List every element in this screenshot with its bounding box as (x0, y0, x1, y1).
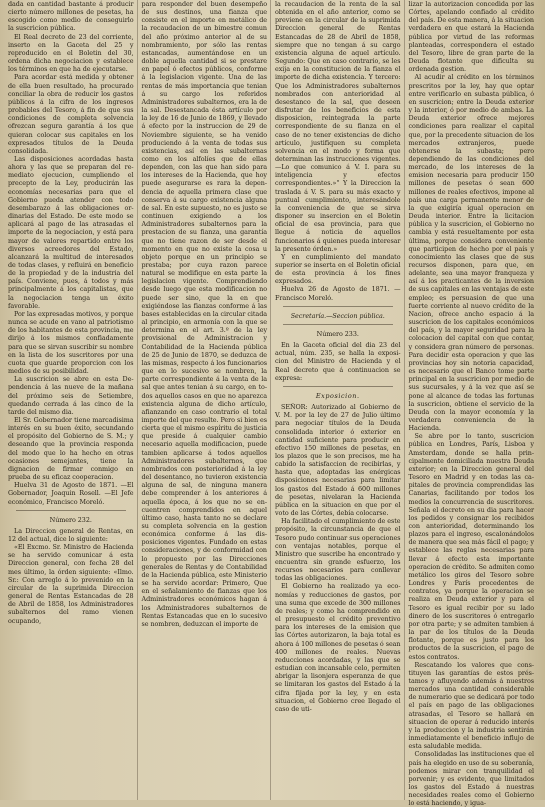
paragraph: En la Gaceta oficial del dia 23 del actual, núm. 235, se halla la exposicion del Ministro de Hacienda y el Real decreto que á continuacion se expresa: (275, 341, 401, 382)
paragraph: La Direccion general de Rentas, en 12 del actual, dice lo siguiente: (8, 526, 134, 543)
column-4 (408, 0, 538, 807)
paragraph: Para acordar está medida y obtener de ella buen resultado, ha procurado conciliar la obra de reducir los gastos públicos á la cifra de los ingresos probables del Tesoro, á fin de que sus condiciones de completa solvencia ofrezcan segura garantía á los que quieran colocar sus capitales en los expresados títulos de la Deuda consolidada. (8, 73, 134, 155)
paragraph: Por las expresadas motivos, y porque nunca se acude en vano al patriotismo de los habitantes de esta provincia, me dirijo á los mismos confiadamente para que se sirvan suscribir su nombre en la lista de los suscritores por una cuota que guarde proporcion con los medios de su posibilidad. (8, 309, 134, 376)
section-divider (283, 386, 393, 387)
paragraph: Rescatando los valores que constituyen las garantías de estos préstamos y afluyendo además á nuestros mercados una cantidad considerable de numerario que se dedicará por todo el país en pago de las obligaciones atrasadas, el Tesoro se hallará en situacion de operar á reducido interés y la produccion y la industria sentirán inmediatamente el beneficio influjo de esta saludable medida. (408, 660, 534, 751)
paragraph: «El Excmo. Sr. Ministro de Hacienda se ha servido comunicar á esta Direccion general, con fecha 28 del mes último, la órden siguiente: «Ilmo. Sr.: Con arreglo á lo prevenido en la circular de la suprimida Direccion general de Rentas Estancadas de 28 de Abril de 1858, los Administradores subalternos del ramo vienen ocupando, (8, 543, 134, 625)
section-heading: Número 232. (49, 515, 92, 524)
column-2 (142, 0, 272, 800)
section-divider (16, 510, 126, 511)
paragraph: El Gobierno ha realizado ya economías y reducciones de gastos, por una suma que excede de 300 millones de reales; y como ha comprendido en el presupuesto el crédito preventivo para los intereses de la emision que las Córtes autorizaron, la baja total es ahora á 100 millones de pesetas ó sean 400 millones de reales. Nuevas reducciones acordadas, y las que se estudian con incansable celo, permiten abrigar la lisonjera esperanza de que se limitaran los gastos del Estado á la cifra fijada por la ley, y en esta situacion, el Gobierno cree llegado el caso de uti- (275, 582, 401, 713)
paragraph: Se abre por lo tanto, suscricion pública en Londres, París, Lisboa y Amsterdam, donde se halla principalmente domiciliada nuestra Deuda exterior; en la Direccion general del Tesoro en Madrid y en todas las capitales de provincia comprendidas las Canarias, facilitando por todos los medios la concurrencia de suscritores. Señala el decreto en su dia para hacer los pedidos y consignar los recibidos con anterioridad, determinando los plazos para el ingreso, escalonándolos de manera que sea más fácil el pago; y establece las reglas necesarias para llevar á efecto esta importante operacion de crédito. Se admiten como metálico los giros del Tesoro sobre Londres y París procedentes de contratos, ya porque la operacion se realiza en Deuda exterior y para el Tesoro es igual recibir por su lado dinero de los suscritores ó entregarlo por otra parte; y se admiten tambien á la par de los títulos de la Deuda flotante, porque es justo para los productos de la suscricion, el pago de estos contratos. (408, 432, 534, 661)
paragraph: El Real decreto de 23 del corriente, inserto en la Gaceta del 25 y reproducido en el Boletin del 30, ordena dicha negociacion y establece los términos en que ha de ejecutarse. (8, 32, 134, 74)
column-3 (275, 0, 405, 800)
paragraph: Y en cumplimiento del mandato superior se inserta en el Boletin oficial de esta provincia á los fines expresados. (275, 252, 401, 286)
text-columns (8, 0, 537, 807)
paragraph: lizar la autorizacion concedida por las Córtes, apelando confiado al crédito del país. De esta manera, á la situacion verdadera en que estará la Hacienda pública por virtud de las reformas planteadas, correspondera el estado del Tesoro, libre de gran parte de la Deuda flotante que dificulta su ordenada gestion. (408, 0, 534, 74)
section-divider (283, 324, 393, 325)
column-1 (8, 0, 138, 800)
paragraph: Ha facilitado el cumplimiento de este propósito, la circunstancia de que el Tesoro pudo continuar sus operaciones con ventajas notables, porque el Ministro que suscribe ha encontrado y encuentra sin grande esfuerzo, los recursos necesarios para conllevar todas las obligaciones. (275, 517, 401, 583)
paragraph: Consolidadas las instituciones que el país ha elegido en uso de su soberanía, podemos mirar con tranquilidad el porvenir; y es evidente, que limitados los gastos del Estado á nuestras necesidades reales como el Gobierno lo está haciendo, y igua- (408, 750, 534, 807)
section-heading: Número 233. (316, 329, 359, 338)
paragraph: dada en cantidad bastante á producir cierto número millones de pesetas, ha escogido como medio de conseguirlo la suscricion pública. (8, 0, 134, 33)
paragraph: Huelva 31 de Agosto de 1871. —El Gobernador, Joaquin Rosell. —El Jefe económico, Francisco Moreló. (8, 481, 134, 506)
paragraph: Las disposiciones acordadas hasta ahora y las que se preparan del remediato ejecucion, cumpliendo el precepto de la Ley, producirán las economías necesarias para que el Gobierno pueda atender con todo desembarazo á las obligaciones ordinarias del Estado. De este modo se aplicará al pago de las atrasadas el importe de la negociacion, y está para mayor de valores repartido entre los diversos acreedores del Estado, alcanzará la multitud de interesados de todas clases, y refluirá en beneficio de la propiedad y de la industria del país. Conviene, pues, á todos y más principalmente á los capitalistas, que la negociacion tenga un éxito favorable. (8, 154, 134, 310)
paragraph: SEÑOR: Autorizado al Gobierno de V. M. por la ley de 27 de Julio último para negociar títulos de la Deuda consolidada interior ó exterior en cantidad suficiente para producir en efectivo 150 millones de pesetas, en los plazos que le son precisos, me ha cabido la satisfaccion de recibirlas, y hasta que, adoptadas las enérgicas disposiciones necesarias para limitar los gastos del Estado á 600 millones de pesetas, nivelaran la Hacienda pública en la situacion en que por el voto de las Córtes, debía colocarse. (275, 403, 401, 518)
paragraph: La suscricion se abre en esta Dependencia á las nueve de la mañana del próximo seis de Setiembre, quedando cerrada á las cinco de la tarde del mismo dia. (8, 375, 134, 416)
paragraph: la recaudacion de la renta de la sal obtenida en el año anterior, como se previene en la circular de la suprimida Direccion general de Rentas Estancadas de 28 de Abril de 1858, siempre que no tengan á su cargo existencia alguna de aquel artículo. Segundo: Que en caso contrario, se les exija en la constitucion de la fianza el importe de dicha existencia. Y tercero: Que los Administradores subalternos nombrados con anterioridad al desestanco de la sal, que deseen disfrutar de los beneficios de esta disposicion, reintegrada la parte correspondiente de su fianza en el caso de no tener existencias de dicho artículo, justifiquen su completa solvencia en el modo y forma que determinan las instrucciones vigentes. —Lo que comunico á V. I. para su inteligencia y efectos correspondientes.»" Y la Direccion la traslada á V. S. para su más exacto y puntual cumplimiento, interesándole la conveniencia de que se sirva disponer su insercion en el Boletin oficial de esa provincia, para que llegue á noticia de aquellos funcionarios á quienes pueda interesar la presente órden.» (275, 0, 401, 253)
paragraph: Huelva 26 de Agosto de 1871. —Francisco Moreló. (275, 285, 401, 302)
paragraph: Al acudir al crédito en los términos prescritos por la ley, hay que optar entre verificarlo en subasta pública, ó en suscricion; entre la Deuda exterior y la interior, ó por medio de ambas. La Deuda exterior ofrece mejores condiciones para realizar el capital que, por la precedente situacion de los mercados extranjeros, puede obtenerse la subasta; pero dependiendo de las condiciones del mercado, de los intereses de la emision necesaria para producir 150 millones de pesetas ó sean 600 millones de reales efectivos, impone al país una carga permanente menor de la que exigiría igual operacion en Deuda interior. Entre la licitacion pública y la suscricion, el Gobierno no cambia y está resueltamente por esta última, porque considera conveniente que participen de hecho por el país y conocimiento las clases que de sus recursos disponen, para que, en adelante, sea una mayor franqueza y así á los practicantes de la inversion de sus capitales en las ventajas de este empleo; es persuasion de que una fuerte corriente al nuevo crédito de la Nacion, ofrece ancho espacio á la suscricion de los capitales económicos del país, y la mayor seguridad para la colocacion del capital con que contar, y considera gran número de personas. Para decidir esta operacion y que las provincias hoy sin notoria capacidad, es necesario que el Banco tome parte principal en la suscricion por medio de sus sucursales, y á la vez que así se pone al alcance de todas las fortunas la suscricion, obtiene el servicio de la Deuda con la mayor economía y la verdadera conveniencia de la Hacienda. (408, 73, 534, 433)
paragraph: para responder del buen desempeño de sus destinos, una fianza que consiste en el importe en metálico de la recaudacion de un bimestre comun del año próximo anterior al de su nombramiento, por sólo las rentas estancadas, aumentándose en un doble aquella cantidad si se prestare en papel ó efectos públicos, conforme á la legislacion vigente. Una de las rentas de más importancia que tenian á su cargo los referidos Administradores subalternos, era la de la sal. Desestancada ésta artículo por la ley de 16 de Junio de 1869, y llevado á efecto por la instruccion de 29 de Noviembre siguiente, se ha venido produciendo á la venta de todas sus existencias, así en las subalternas como en los alfolíes que de ellas dependen, con las que han sido para los intereses de la Hacienda, que hoy puede asegurarse es rara la dependencia de aquella primera clase que conserva á su cargo existencia alguna de sal. En este supuesto, no es justo se continuen exigiendo a los Administradores subalternos para la prestacion de su fianza, una garantía que no tiene razon de ser desde el momento en que no existe la cosa u objeto porque en un principio se prestaba; por cuya razon parece natural se modifique en esta parte la legislacion vigente. Comprendiendo desde luego que esta modificacion no puede ser sino, que la en que exigiéndose las fianzas conforme á las bases establecidas en la circular citada al principio, en armonía con la que se determina en el art. 3.º de la ley provisional de Administracion y Contabilidad de la Hacienda pública de 25 de Junio de 1870, se deduzca de las mismas, respecto á los funcionarios que en lo sucesivo se nombren, la parte correspondiente á la venta de la sal que antes tenian á su cargo, en todos aquellos casos en que no aparezca existencia alguna de dicho artículo, afianzando en caso contrario el total importe del que resulte. Pero si bien es cierta que el mismo espíritu de justicia que preside á cualquier cambio necesario aquella modificacion, puede tambien aplicarse á todos aquellos Administradores subalternos, que nombrados con posterioridad á la ley del desentanco, no tuvieron existencia alguna de sal, de ninguna manera debe comprender á los anteriores á aquella época, á los que no se encuentren comprendidos en aquel último caso, hasta tanto no se declare su completa solvencia en la gestion económica conforme á las disposiciones vigentes. Fundado en estas consideraciones, y de conformidad con lo propuesto por las Direcciones generales de Rentas y de Contabilidad de la Hacienda pública, este Ministerio se ha servido acordar: Primero, Que en el señalamiento de fianzas que los Administradores económicos hagan á los Administradores subalternos de Rentas Estancadas que en lo sucesivo se nombren, deduzcan el importe de (141, 0, 267, 628)
section-divider (283, 306, 393, 307)
section-heading: Secretaría.—Seccion pública. (290, 311, 385, 320)
paragraph: El Sr. Gobernador tiene marcadisima interés en su buen éxito, secundando el propósito del Gobierno de S. M.; y deseando que la provincia responda del modo que lo ha hecho en otras ocasiones semejantes, tiene la dignacion de firmar conmigo en prueba de su eficaz cooperacion. (8, 415, 134, 482)
section-heading: Exposicion. (315, 391, 360, 400)
